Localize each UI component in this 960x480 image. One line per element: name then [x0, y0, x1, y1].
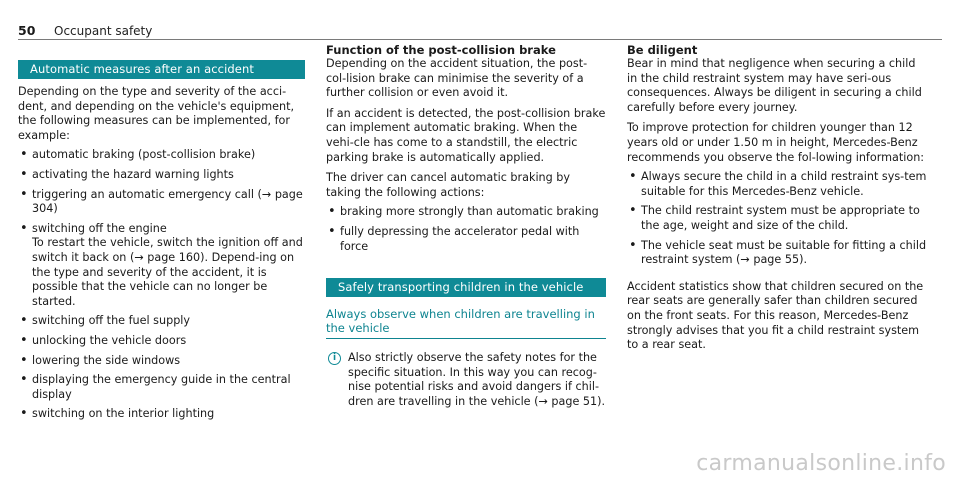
list-item-text: switching on the interior lighting	[32, 407, 215, 421]
bullet-icon: •	[20, 372, 28, 388]
bullet-icon: •	[20, 166, 28, 182]
column-automatic-measures	[18, 60, 305, 422]
list-item-text: automatic braking (post-collision brake)	[32, 148, 256, 162]
list-item	[18, 168, 305, 183]
paragraph: Bear in mind that negligence when securing a child in the child restraint system may have seri-ous consequences. Always be diligent in securing a child carefully before every journey.	[627, 57, 922, 114]
paragraph: Depending on the accident situation, the post-col-lision brake can minimise the severity of a further collision or even avoid it.	[326, 57, 588, 100]
list-item	[18, 334, 305, 349]
bullet-icon: •	[629, 237, 637, 253]
list-item	[326, 205, 606, 220]
safety-note	[326, 351, 606, 409]
bullet-icon: •	[20, 186, 28, 202]
list-item	[18, 373, 305, 402]
section-bar-automatic-measures: Automatic measures after an accident	[18, 60, 305, 79]
paragraph: If an accident is detected, the post-collision brake can implement automatic braking. When the vehi-cle has come to a standstill, the electric parking brake is automatically applied.	[326, 106, 606, 164]
list-item-text: fully depressing the accelerator pedal with force	[340, 224, 580, 253]
list-item-text: activating the hazard warning lights	[32, 167, 234, 181]
page-header	[18, 22, 942, 40]
list-item	[18, 314, 305, 329]
list-item-text: braking more strongly than automatic braking	[340, 205, 599, 219]
paragraph: To improve protection for children younger than 12 years old or under 1.50 m in height, Mercedes-Benz recommends you observe the fol-lowing information:	[627, 121, 925, 164]
paragraph: Accident statistics show that children secured on the rear seats are generally safer than children secured on the front seats. For this reason, Mercedes-Benz strongly advises that you fit a child restraint system to a rear seat.	[627, 279, 924, 352]
paragraph: The driver can cancel automatic braking by taking the following actions:	[326, 171, 571, 199]
measures-list	[18, 148, 305, 422]
intro-paragraph: Depending on the type and severity of the acci-dent, and depending on the vehicle's equipment, the following measures can be implemented, for example:	[18, 85, 295, 142]
bullet-icon: •	[328, 223, 336, 239]
child-restraint-list	[627, 170, 927, 268]
bullet-icon: •	[629, 169, 637, 185]
list-item	[18, 222, 305, 310]
bullet-icon: •	[20, 352, 28, 368]
column-post-collision-brake	[326, 44, 606, 410]
list-item	[18, 407, 305, 422]
list-item-text: switching off the engine	[32, 221, 167, 235]
bullet-icon: •	[328, 204, 336, 220]
list-item	[627, 239, 927, 268]
list-item	[627, 204, 927, 233]
list-item-text[interactable]: triggering an automatic emergency call (→ page 304)	[32, 187, 303, 216]
info-icon: i	[328, 352, 341, 365]
section-title: Occupant safety	[54, 24, 153, 38]
list-item	[326, 225, 606, 254]
watermark-text: carmanualsonline.info	[696, 451, 946, 477]
subheading-children-travelling: Always observe when children are travelling in the vehicle	[326, 307, 606, 339]
bullet-icon: •	[20, 332, 28, 348]
cancel-actions-list	[326, 205, 606, 254]
section-bar-child-transport: Safely transporting children in the vehicle	[326, 278, 606, 297]
list-item-text[interactable]: The vehicle seat must be suitable for fitting a child restraint system (→ page 55).	[641, 238, 927, 267]
list-item-text: Always secure the child in a child restraint sys-tem suitable for this Mercedes-Benz vehicle.	[641, 170, 927, 198]
list-item-subtext[interactable]: To restart the vehicle, switch the ignition off and switch it back on (→ page 160). Depend-ing on the type and severity of the accident, it is possible that the vehicle can no longer be started.	[32, 236, 303, 308]
heading-be-diligent: Be diligent	[627, 43, 698, 57]
column-be-diligent	[627, 44, 927, 353]
list-item	[18, 188, 305, 217]
list-item-text: lowering the side windows	[32, 353, 181, 367]
page-number: 50	[18, 23, 36, 38]
header-divider	[18, 39, 942, 40]
list-item-text: unlocking the vehicle doors	[32, 333, 187, 347]
heading-post-collision-brake: Function of the post-collision brake	[326, 43, 556, 57]
list-item	[627, 170, 927, 199]
bullet-icon: •	[20, 220, 28, 236]
bullet-icon: •	[629, 203, 637, 219]
list-item-text: switching off the fuel supply	[32, 314, 191, 328]
bullet-icon: •	[20, 406, 28, 422]
list-item	[18, 354, 305, 369]
bullet-icon: •	[20, 313, 28, 329]
note-text[interactable]: Also strictly observe the safety notes for the specific situation. In this way you can recog-nise potential risks and avoid dangers if chil-dren are travelling in the vehicle (→ page 51).	[348, 351, 606, 408]
list-item	[18, 148, 305, 163]
list-item-text: The child restraint system must be appropriate to the age, weight and size of the child.	[641, 204, 920, 232]
bullet-icon: •	[20, 147, 28, 163]
list-item-text: displaying the emergency guide in the central display	[32, 373, 291, 401]
